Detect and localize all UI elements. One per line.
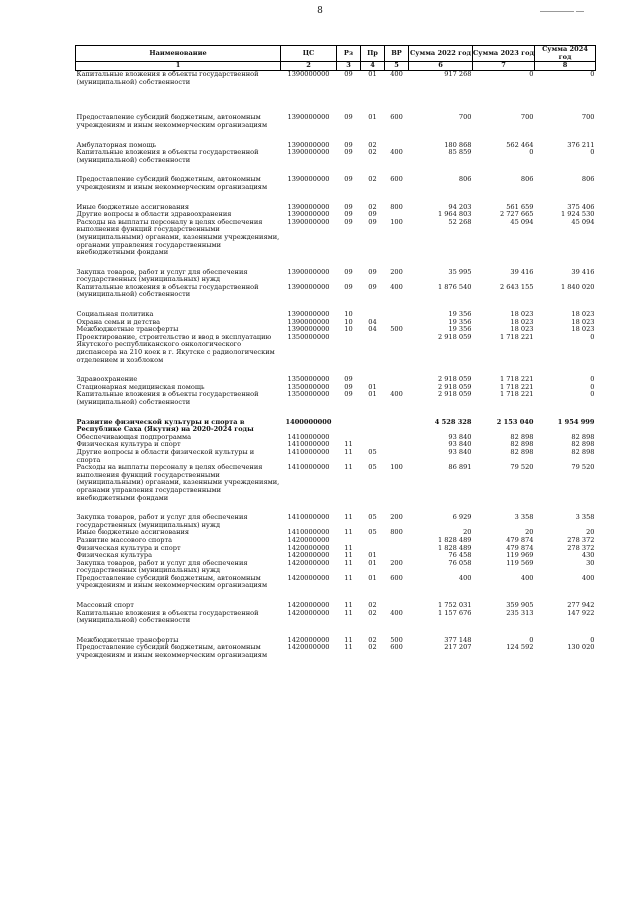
row-2022: 2 918 059 xyxy=(437,375,472,384)
row-pr: 09 xyxy=(368,217,377,226)
row-2024: 82 898 xyxy=(571,440,595,449)
row-cs: 1420000000 xyxy=(287,558,330,567)
row-2022: 19 356 xyxy=(448,317,472,326)
row-rz: 11 xyxy=(344,601,353,610)
table-row xyxy=(76,419,596,434)
row-rz: 10 xyxy=(344,310,353,319)
row-name: Физическая культура xyxy=(76,551,153,560)
row-2024: 1 954 999 xyxy=(557,417,595,426)
table-row xyxy=(76,464,596,514)
row-2024: 82 898 xyxy=(571,447,595,456)
row-2024: 147 922 xyxy=(567,608,595,617)
row-cs: 1350000000 xyxy=(287,390,330,399)
row-2022: 806 xyxy=(458,175,472,184)
row-2024: 1 924 530 xyxy=(560,210,595,219)
row-name: Амбулаторная помощь xyxy=(76,140,157,149)
row-name: Межбюджетные трансферты xyxy=(76,325,179,334)
row-name: Капитальные вложения в объекты государственной (муниципальной) собственности xyxy=(76,608,259,625)
row-pr: 02 xyxy=(368,202,377,211)
row-pr: 01 xyxy=(368,573,377,582)
row-rz: 09 xyxy=(344,148,353,157)
row-2023: 0 xyxy=(529,635,534,644)
table-row xyxy=(76,610,596,637)
row-2024: 375 406 xyxy=(567,202,595,211)
row-2024: 18 023 xyxy=(571,310,595,319)
table-row xyxy=(76,560,596,575)
row-name: Физическая культура и спорт xyxy=(76,543,181,552)
row-2024: 278 372 xyxy=(567,543,595,552)
row-2023: 562 464 xyxy=(506,140,534,149)
row-vr: 600 xyxy=(390,573,403,582)
row-2022: 1 828 489 xyxy=(437,535,472,544)
row-2024: 0 xyxy=(590,382,595,391)
row-name: Стационарная медицинская помощь xyxy=(76,382,205,391)
row-2023: 561 659 xyxy=(506,202,534,211)
row-cs: 1350000000 xyxy=(287,375,330,384)
table-row xyxy=(76,71,596,115)
table-row xyxy=(76,644,596,659)
row-2022: 217 207 xyxy=(444,643,472,652)
row-2022: 2 918 059 xyxy=(437,390,472,399)
row-pr: 09 xyxy=(368,267,377,276)
row-pr: 02 xyxy=(368,140,377,149)
row-2024: 30 xyxy=(586,558,595,567)
row-rz: 11 xyxy=(344,543,353,552)
row-2022: 35 995 xyxy=(448,267,472,276)
column-index: 2 xyxy=(281,62,337,71)
row-cs: 1390000000 xyxy=(287,140,330,149)
row-cs: 1390000000 xyxy=(287,317,330,326)
margin-mark-small xyxy=(576,11,584,12)
table-row xyxy=(76,269,596,284)
row-2022: 1 964 803 xyxy=(437,210,472,219)
row-2023: 2 643 155 xyxy=(499,282,534,291)
row-2023: 806 xyxy=(520,175,534,184)
row-vr xyxy=(385,311,409,319)
row-name: Охрана семьи и детства xyxy=(76,317,161,326)
row-2024: 18 023 xyxy=(571,317,595,326)
row-rz: 09 xyxy=(344,267,353,276)
row-name: Закупка товаров, работ и услуг для обеспечения государственных (муниципальных) нужд xyxy=(76,267,248,284)
row-2024: 400 xyxy=(581,573,595,582)
row-name: Обеспечивающая подпрограмма xyxy=(76,432,192,441)
row-2023: 82 898 xyxy=(510,447,534,456)
row-2022: 94 203 xyxy=(448,202,472,211)
row-2023: 18 023 xyxy=(510,317,534,326)
row-vr: 400 xyxy=(390,148,403,157)
row-2024: 0 xyxy=(590,70,595,79)
row-2022: 52 268 xyxy=(448,217,472,226)
row-pr: 01 xyxy=(368,113,377,122)
row-name: Иные бюджетные ассигнования xyxy=(76,528,190,537)
row-2023: 2 727 665 xyxy=(499,210,534,219)
header-vr: ВР xyxy=(385,46,409,62)
row-2022: 180 868 xyxy=(444,140,472,149)
row-rz: 11 xyxy=(344,447,353,456)
header-2024: Сумма 2024 год xyxy=(535,46,596,62)
row-cs: 1390000000 xyxy=(287,282,330,291)
row-2022: 917 268 xyxy=(444,70,472,79)
row-pr xyxy=(361,334,385,376)
row-2022: 76 458 xyxy=(448,551,472,560)
row-name: Расходы на выплаты персоналу в целях обеспечения выполнения функций государственными (муниципальными) органами, казенными учреждениями, органами управления государственными внебюджетными фондами xyxy=(76,463,280,502)
row-2024: 0 xyxy=(590,148,595,157)
row-pr: 09 xyxy=(368,210,377,219)
row-pr: 05 xyxy=(368,528,377,537)
row-pr xyxy=(361,537,385,545)
row-vr xyxy=(385,449,409,464)
row-2023: 39 416 xyxy=(510,267,534,276)
row-vr: 200 xyxy=(390,267,403,276)
row-2022: 19 356 xyxy=(448,325,472,334)
row-name: Физическая культура и спорт xyxy=(76,440,181,449)
row-vr: 100 xyxy=(390,217,403,226)
column-index: 4 xyxy=(361,62,385,71)
row-2022: 93 840 xyxy=(448,440,472,449)
row-rz: 11 xyxy=(344,643,353,652)
row-2023: 0 xyxy=(529,70,534,79)
row-2023: 119 569 xyxy=(506,558,534,567)
header-rz: Рз xyxy=(337,46,361,62)
column-index: 6 xyxy=(409,62,473,71)
row-cs: 1410000000 xyxy=(287,447,330,456)
row-rz: 09 xyxy=(344,210,353,219)
row-pr: 02 xyxy=(368,643,377,652)
row-name: Предоставление субсидий бюджетным, автономным учреждениям и иным некоммерческим организациям xyxy=(76,175,268,191)
row-2023: 400 xyxy=(520,573,534,582)
row-2022: 20 xyxy=(463,528,472,537)
row-2023: 82 898 xyxy=(510,432,534,441)
header-cs: ЦС xyxy=(281,46,337,62)
row-name: Закупка товаров, работ и услуг для обеспечения государственных (муниципальных) нужд xyxy=(76,558,248,575)
row-2023: 1 718 221 xyxy=(499,382,534,391)
row-2023: 20 xyxy=(525,528,534,537)
row-2024: 18 023 xyxy=(571,325,595,334)
row-rz: 11 xyxy=(344,573,353,582)
row-pr: 05 xyxy=(368,447,377,456)
row-vr: 200 xyxy=(390,558,403,567)
row-rz: 09 xyxy=(344,202,353,211)
row-2024: 130 020 xyxy=(567,643,595,652)
row-name: Здравоохранение xyxy=(76,375,138,384)
row-2024: 20 xyxy=(586,528,595,537)
row-2023: 119 969 xyxy=(506,551,534,560)
row-vr: 400 xyxy=(390,282,403,291)
table-row xyxy=(76,114,596,141)
row-rz xyxy=(337,419,361,434)
row-cs: 1390000000 xyxy=(287,217,330,226)
row-rz: 11 xyxy=(344,608,353,617)
row-vr xyxy=(385,334,409,376)
row-2023: 359 905 xyxy=(506,601,534,610)
row-2024: 82 898 xyxy=(571,432,595,441)
row-name: Капитальные вложения в объекты государственной (муниципальной) собственности xyxy=(76,70,259,86)
row-cs: 1420000000 xyxy=(287,635,330,644)
row-rz xyxy=(337,334,361,376)
row-2023: 1 718 221 xyxy=(499,390,534,399)
header-name: Наименование xyxy=(76,46,281,62)
row-vr: 600 xyxy=(390,113,403,122)
row-2024: 79 520 xyxy=(571,463,595,472)
table-header xyxy=(76,46,596,62)
table-row xyxy=(76,514,596,529)
row-rz: 10 xyxy=(344,317,353,326)
row-2022: 93 840 xyxy=(448,432,472,441)
row-2022: 1 828 489 xyxy=(437,543,472,552)
row-2023: 3 358 xyxy=(514,513,534,522)
header-pr: Пр xyxy=(361,46,385,62)
row-cs: 1390000000 xyxy=(287,267,330,276)
row-name: Другие вопросы в области физической культуры и спорта xyxy=(76,447,255,464)
column-index: 5 xyxy=(385,62,409,71)
row-2022: 6 929 xyxy=(452,513,472,522)
row-rz: 11 xyxy=(344,528,353,537)
table-row xyxy=(76,334,596,376)
row-2024: 700 xyxy=(581,113,595,122)
table-row xyxy=(76,149,596,176)
row-name: Расходы на выплаты персоналу в целях обеспечения выполнения функций государственными (муниципальными) органами, казенными учреждениями, органами управления государственными внебюджетными фондами xyxy=(76,217,280,257)
row-pr: 01 xyxy=(368,382,377,391)
row-pr: 09 xyxy=(368,282,377,291)
row-cs: 1410000000 xyxy=(287,528,330,537)
row-2022: 1 752 031 xyxy=(437,601,472,610)
row-pr xyxy=(361,434,385,442)
row-cs: 1410000000 xyxy=(287,440,330,449)
row-cs: 1390000000 xyxy=(287,325,330,334)
row-pr: 02 xyxy=(368,601,377,610)
row-2024: 0 xyxy=(590,635,595,644)
column-index: 1 xyxy=(76,62,281,71)
row-vr xyxy=(385,537,409,545)
row-2023: 18 023 xyxy=(510,325,534,334)
column-index: 3 xyxy=(337,62,361,71)
row-2023: 82 898 xyxy=(510,440,534,449)
row-rz: 09 xyxy=(344,217,353,226)
row-2023: 235 313 xyxy=(506,608,534,617)
row-rz: 09 xyxy=(344,113,353,122)
row-2024: 277 942 xyxy=(567,601,595,610)
row-rz: 09 xyxy=(344,282,353,291)
row-pr: 04 xyxy=(368,317,377,326)
row-cs: 1350000000 xyxy=(287,332,330,341)
row-rz: 11 xyxy=(344,551,353,560)
row-2023: 479 874 xyxy=(506,535,534,544)
page-number: 8 xyxy=(317,6,323,16)
row-pr: 02 xyxy=(368,175,377,184)
row-pr: 05 xyxy=(368,513,377,522)
row-cs: 1400000000 xyxy=(285,417,332,426)
row-vr: 100 xyxy=(390,463,403,472)
row-vr xyxy=(385,376,409,384)
row-cs: 1390000000 xyxy=(287,70,330,79)
row-vr: 500 xyxy=(390,635,403,644)
table-row xyxy=(76,449,596,464)
row-name: Развитие массового спорта xyxy=(76,535,173,544)
row-name: Предоставление субсидий бюджетным, автономным учреждениям и иным некоммерческим организациям xyxy=(76,643,268,660)
row-2024: 430 xyxy=(581,551,595,560)
row-cs: 1410000000 xyxy=(287,513,330,522)
row-pr xyxy=(361,419,385,434)
row-cs: 1350000000 xyxy=(287,382,330,391)
row-vr: 800 xyxy=(390,202,403,211)
row-name: Иные бюджетные ассигнования xyxy=(76,202,190,211)
header-2023: Сумма 2023 год xyxy=(473,46,535,62)
row-2022: 377 148 xyxy=(444,635,472,644)
row-rz: 09 xyxy=(344,70,353,79)
row-2023: 18 023 xyxy=(510,310,534,319)
table-row xyxy=(76,391,596,418)
row-pr: 02 xyxy=(368,608,377,617)
row-cs: 1390000000 xyxy=(287,113,330,122)
row-vr: 200 xyxy=(390,513,403,522)
row-2023: 79 520 xyxy=(510,463,534,472)
row-rz: 09 xyxy=(344,375,353,384)
row-2023: 124 592 xyxy=(506,643,534,652)
row-2023: 45 094 xyxy=(510,217,534,226)
row-pr: 02 xyxy=(368,635,377,644)
row-2022: 86 891 xyxy=(448,463,472,472)
row-vr: 400 xyxy=(390,70,403,79)
row-2023: 700 xyxy=(520,113,534,122)
row-pr: 01 xyxy=(368,70,377,79)
table-row xyxy=(76,284,596,311)
row-name: Закупка товаров, работ и услуг для обеспечения государственных (муниципальных) нужд xyxy=(76,513,248,529)
row-rz: 09 xyxy=(344,390,353,399)
row-cs: 1390000000 xyxy=(287,210,330,219)
table-row xyxy=(76,219,596,269)
row-vr: 600 xyxy=(390,643,403,652)
row-2023: 479 874 xyxy=(506,543,534,552)
row-rz: 10 xyxy=(344,325,353,334)
row-2024: 806 xyxy=(581,175,595,184)
row-name: Капитальные вложения в объекты государственной (муниципальной) собственности xyxy=(76,390,259,406)
row-2024: 45 094 xyxy=(571,217,595,226)
row-vr xyxy=(385,545,409,553)
row-2022: 1 157 676 xyxy=(437,608,472,617)
row-vr: 500 xyxy=(390,325,403,334)
row-2023: 1 718 221 xyxy=(499,375,534,384)
row-cs: 1420000000 xyxy=(287,573,330,582)
row-cs: 1390000000 xyxy=(287,202,330,211)
row-pr: 01 xyxy=(368,558,377,567)
row-2023: 0 xyxy=(529,148,534,157)
row-2022: 400 xyxy=(458,573,472,582)
row-cs: 1410000000 xyxy=(287,463,330,472)
row-pr: 01 xyxy=(368,551,377,560)
row-cs: 1390000000 xyxy=(287,175,330,184)
table-row xyxy=(76,176,596,203)
column-index: 8 xyxy=(535,62,596,71)
column-index: 7 xyxy=(473,62,535,71)
row-name: Межбюджетные трансферты xyxy=(76,635,179,644)
row-2024: 0 xyxy=(590,375,595,384)
row-2024: 0 xyxy=(590,390,595,399)
row-2024: 39 416 xyxy=(571,267,595,276)
row-name: Массовый спорт xyxy=(76,601,134,610)
row-vr xyxy=(385,434,409,442)
row-cs: 1390000000 xyxy=(287,148,330,157)
row-pr: 05 xyxy=(368,463,377,472)
row-cs: 1420000000 xyxy=(287,601,330,610)
row-name: Развитие физической культуры и спорта в Республике Саха (Якутия) на 2020-2024 годы xyxy=(76,417,254,434)
row-vr: 600 xyxy=(390,175,403,184)
margin-mark xyxy=(540,11,574,12)
row-2023: 2 153 040 xyxy=(496,417,534,426)
row-name: Капитальные вложения в объекты государственной (муниципальной) собственности xyxy=(76,282,259,299)
row-rz: 11 xyxy=(344,558,353,567)
row-2022: 85 859 xyxy=(448,148,472,157)
row-cs: 1420000000 xyxy=(287,551,330,560)
row-cs: 1420000000 xyxy=(287,643,330,652)
row-vr xyxy=(385,441,409,449)
row-name: Социальная политика xyxy=(76,310,154,319)
row-cs: 1420000000 xyxy=(287,543,330,552)
row-2022: 4 528 328 xyxy=(434,417,472,426)
row-rz: 11 xyxy=(344,463,353,472)
row-2022: 700 xyxy=(458,113,472,122)
row-vr xyxy=(385,419,409,434)
row-2022: 2 918 059 xyxy=(437,382,472,391)
row-rz: 11 xyxy=(344,513,353,522)
row-cs: 1420000000 xyxy=(287,535,330,544)
budget-table xyxy=(75,45,596,660)
row-vr: 800 xyxy=(390,528,403,537)
row-vr: 400 xyxy=(390,390,403,399)
row-2023: 1 718 221 xyxy=(499,332,534,341)
row-name: Проектирование, строительство и ввод в эксплуатацию Якутского республиканского онкологического диспансера на 210 коек в г. Якутске с радиологическим отделением и хозблоком xyxy=(76,332,275,364)
row-2022: 76 058 xyxy=(448,558,472,567)
header-2022: Сумма 2022 год xyxy=(409,46,473,62)
row-pr: 04 xyxy=(368,325,377,334)
row-2024: 376 211 xyxy=(567,140,595,149)
row-2022: 19 356 xyxy=(448,310,472,319)
row-name: Капитальные вложения в объекты государственной (муниципальной) собственности xyxy=(76,148,259,164)
row-2022: 93 840 xyxy=(448,447,472,456)
row-cs: 1390000000 xyxy=(287,310,330,319)
row-name: Другие вопросы в области здравоохранения xyxy=(76,210,232,219)
row-name: Предоставление субсидий бюджетным, автономным учреждениям и иным некоммерческим организациям xyxy=(76,113,268,129)
table-row xyxy=(76,575,596,602)
row-pr: 02 xyxy=(368,148,377,157)
row-2024: 278 372 xyxy=(567,535,595,544)
row-vr: 400 xyxy=(390,608,403,617)
row-2024: 0 xyxy=(590,332,595,341)
row-2024: 1 840 020 xyxy=(560,282,595,291)
row-name: Предоставление субсидий бюджетным, автономным учреждениям и иным некоммерческим организациям xyxy=(76,573,268,590)
row-rz: 09 xyxy=(344,140,353,149)
row-2022: 1 876 540 xyxy=(437,282,472,291)
row-rz: 11 xyxy=(344,635,353,644)
row-rz: 09 xyxy=(344,382,353,391)
row-2024: 3 358 xyxy=(575,513,595,522)
row-pr: 01 xyxy=(368,390,377,399)
row-cs: 1420000000 xyxy=(287,608,330,617)
row-2022: 2 918 059 xyxy=(437,332,472,341)
row-rz: 09 xyxy=(344,175,353,184)
row-cs: 1410000000 xyxy=(287,432,330,441)
row-rz: 11 xyxy=(344,440,353,449)
